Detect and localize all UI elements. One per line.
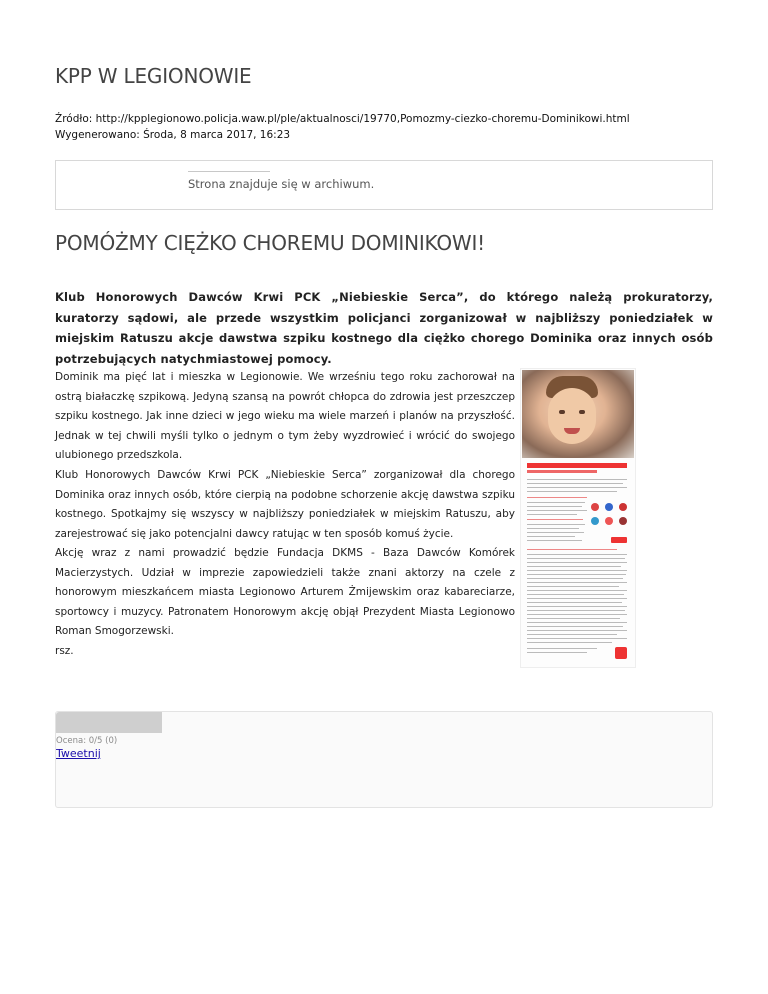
- child-photo: [522, 370, 634, 458]
- article-poster-image[interactable]: [520, 368, 636, 668]
- poster-headline: [527, 463, 627, 468]
- archive-notice-text: Strona znajduje się w archiwum.: [188, 177, 375, 191]
- archive-notice-box: [55, 160, 713, 210]
- rating-panel: [55, 711, 713, 808]
- source-url-line: Źródło: http://kpplegionowo.policja.waw.pl/ple/aktualnosci/19770,Pomozmy-ciezko-choremu-Dominikowi.html: [55, 113, 630, 125]
- rating-stars-widget[interactable]: [56, 712, 162, 733]
- page-meta: [55, 111, 630, 143]
- article-paragraph: Akcję wraz z nami prowadzić będzie Fundacja DKMS - Baza Dawców Komórek Macierzystych. Udział w imprezie zapowiedzieli także znani aktorzy na czele z honorowym mieszkańcem miasta Legionowo Arturem Żmijewskim oraz kabareciarze, sportowcy i muzycy. Patronatem Honorowym akcję objął Prezydent Miasta Legionowo Roman Smogorzewski.: [55, 547, 515, 637]
- article-title: POMÓŻMY CIĘŻKO CHOREMU DOMINIKOWI!: [55, 231, 485, 255]
- tweet-link[interactable]: Tweetnij: [56, 747, 101, 760]
- poster-subheadline: [527, 470, 597, 473]
- site-title: KPP W LEGIONOWIE: [55, 64, 252, 88]
- article-paragraph: Klub Honorowych Dawców Krwi PCK „Niebieskie Serca” zorganizował dla chorego Dominika oraz innych osób, które cierpią na podobne schorzenie akcję dawstwa szpiku kostnego. Spotkajmy się wszyscy w najbliższy poniedziałek w miejskim Ratuszu, aby zarejestrować się jako potencjalni dawcy ratując w ten sposób komuś życie.: [55, 469, 515, 540]
- rating-text: Ocena: 0/5 (0): [56, 736, 118, 746]
- article-lead: Klub Honorowych Dawców Krwi PCK „Niebieskie Serca”, do którego należą prokuratorzy, kuratorzy sądowi, ale przede wszystkim policjanci zorganizował w najbliższy poniedziałek w miejskim Ratuszu akcje dawstwa szpiku kostnego dla ciężko chorego Dominika oraz innych osób potrzebujących natychmiastowej pomocy.: [55, 290, 713, 366]
- archive-divider: [188, 171, 270, 172]
- article-signature: rsz.: [55, 645, 74, 657]
- article-paragraph: Dominik ma pięć lat i mieszka w Legionowie. We wrześniu tego roku zachorował na ostrą białaczkę szpikową. Jedyną szansą na powrót chłopca do zdrowia jest przeszczep szpiku kostnego. Jak inne dzieci w jego wieku ma wiele marzeń i planów na przyszłość. Jednak w tej chwili myśli tylko o jednym o tym żeby wyzdrowieć i wrócić do swojego ulubionego przedszkola.: [55, 371, 515, 461]
- generated-date-line: Wygenerowano: Środa, 8 marca 2017, 16:23: [55, 129, 291, 141]
